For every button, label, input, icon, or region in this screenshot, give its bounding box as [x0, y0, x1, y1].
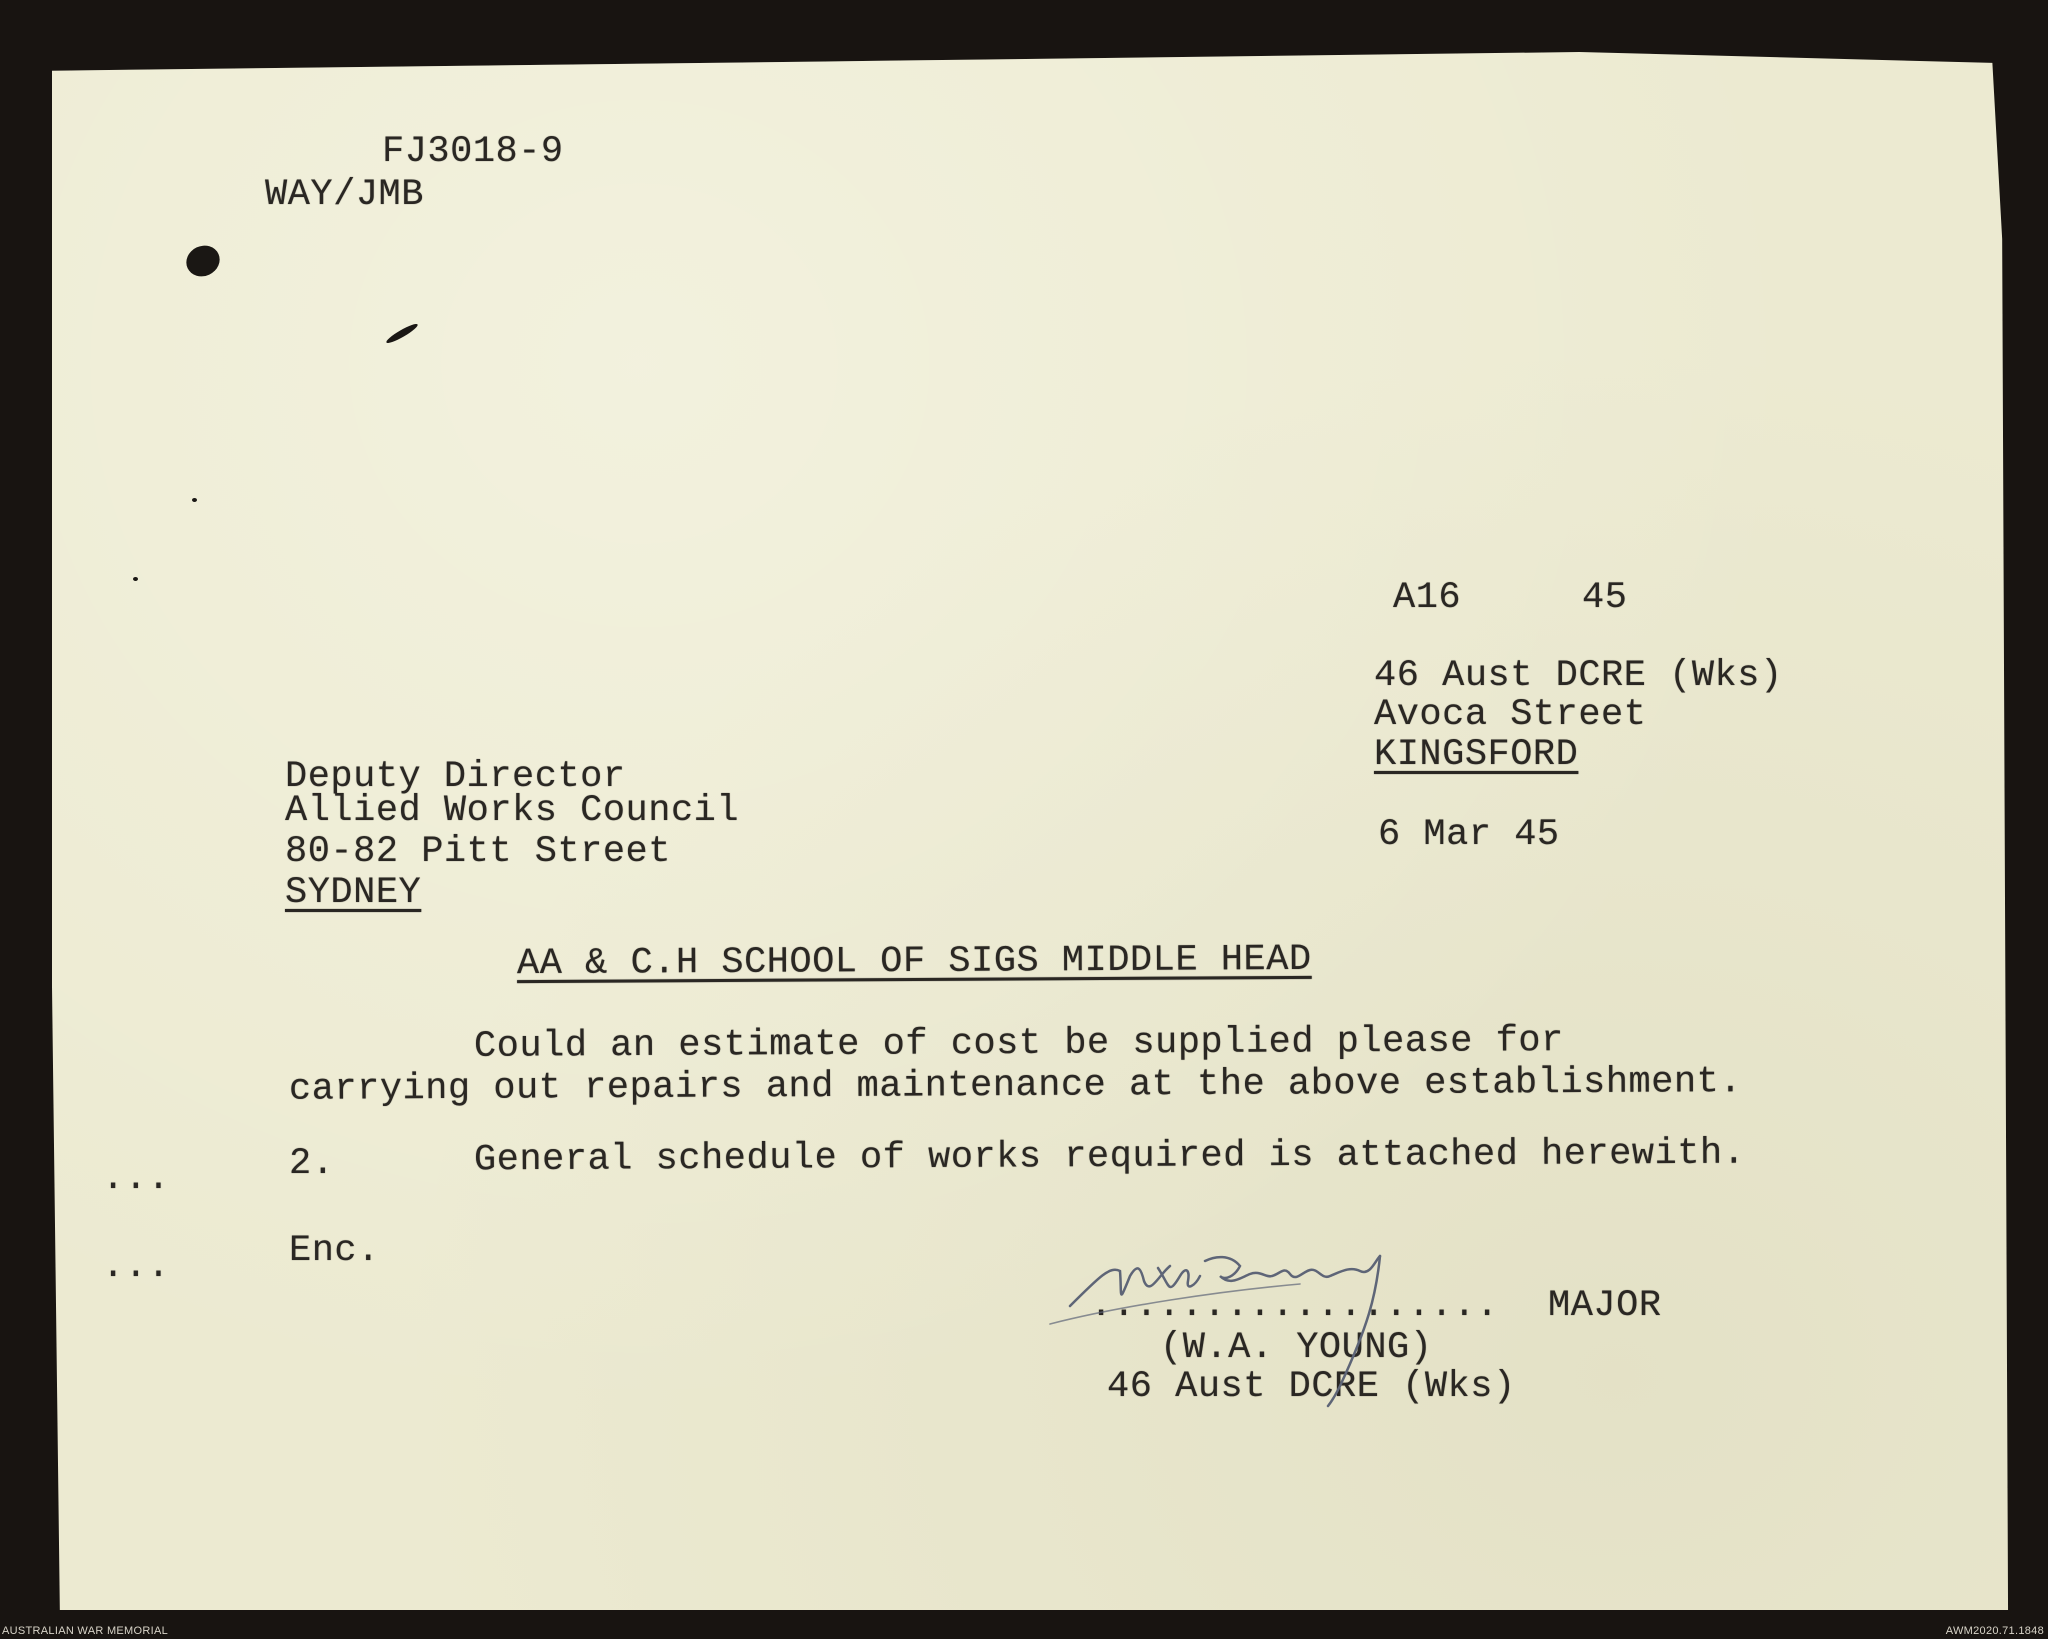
subject-heading: AA & C.H SCHOOL OF SIGS MIDDLE HEAD — [516, 938, 1312, 986]
archive-source-label: AUSTRALIAN WAR MEMORIAL — [2, 1625, 169, 1637]
signatory-rank: MAJOR — [1548, 1285, 1662, 1327]
sender-unit: 46 Aust DCRE (Wks) — [1374, 655, 1783, 697]
sender-suburb: KINGSFORD — [1374, 734, 1579, 776]
sender-street: Avoca Street — [1374, 694, 1647, 736]
recipient-street: 80-82 Pitt Street — [285, 831, 671, 873]
paragraph-2-number: 2. — [289, 1143, 335, 1185]
letter-date: 6 Mar 45 — [1378, 814, 1560, 856]
handwritten-signature — [1040, 1236, 1540, 1416]
ink-speck — [133, 577, 138, 581]
initials-reference: WAY/JMB — [265, 174, 424, 216]
enclosure-margin-marker: ... — [102, 1246, 171, 1288]
ink-speck — [192, 498, 197, 502]
recipient-city: SYDNEY — [285, 872, 422, 914]
recipient-title: Deputy Director — [285, 756, 626, 798]
paragraph-2-margin-marker: ... — [102, 1158, 171, 1200]
body-paragraph-1-line-2: carrying out repairs and maintenance at the above establishment. — [288, 1061, 1743, 1111]
signature-line: .................. — [1090, 1285, 1499, 1327]
archive-item-number: AWM2020.71.1848 — [1945, 1625, 2044, 1637]
reference-number: 45 — [1582, 577, 1628, 619]
recipient-organisation: Allied Works Council — [285, 790, 740, 832]
enclosure-label: Enc. — [289, 1230, 380, 1272]
body-paragraph-1-line-1: Could an estimate of cost be supplied please for — [473, 1020, 1564, 1068]
body-paragraph-2: General schedule of works required is attached herewith. — [473, 1132, 1746, 1182]
signatory-unit: 46 Aust DCRE (Wks) — [1107, 1366, 1516, 1408]
reference-code: A16 — [1393, 577, 1462, 619]
signatory-name: (W.A. YOUNG) — [1160, 1327, 1433, 1369]
file-reference: FJ3018-9 — [382, 131, 564, 173]
